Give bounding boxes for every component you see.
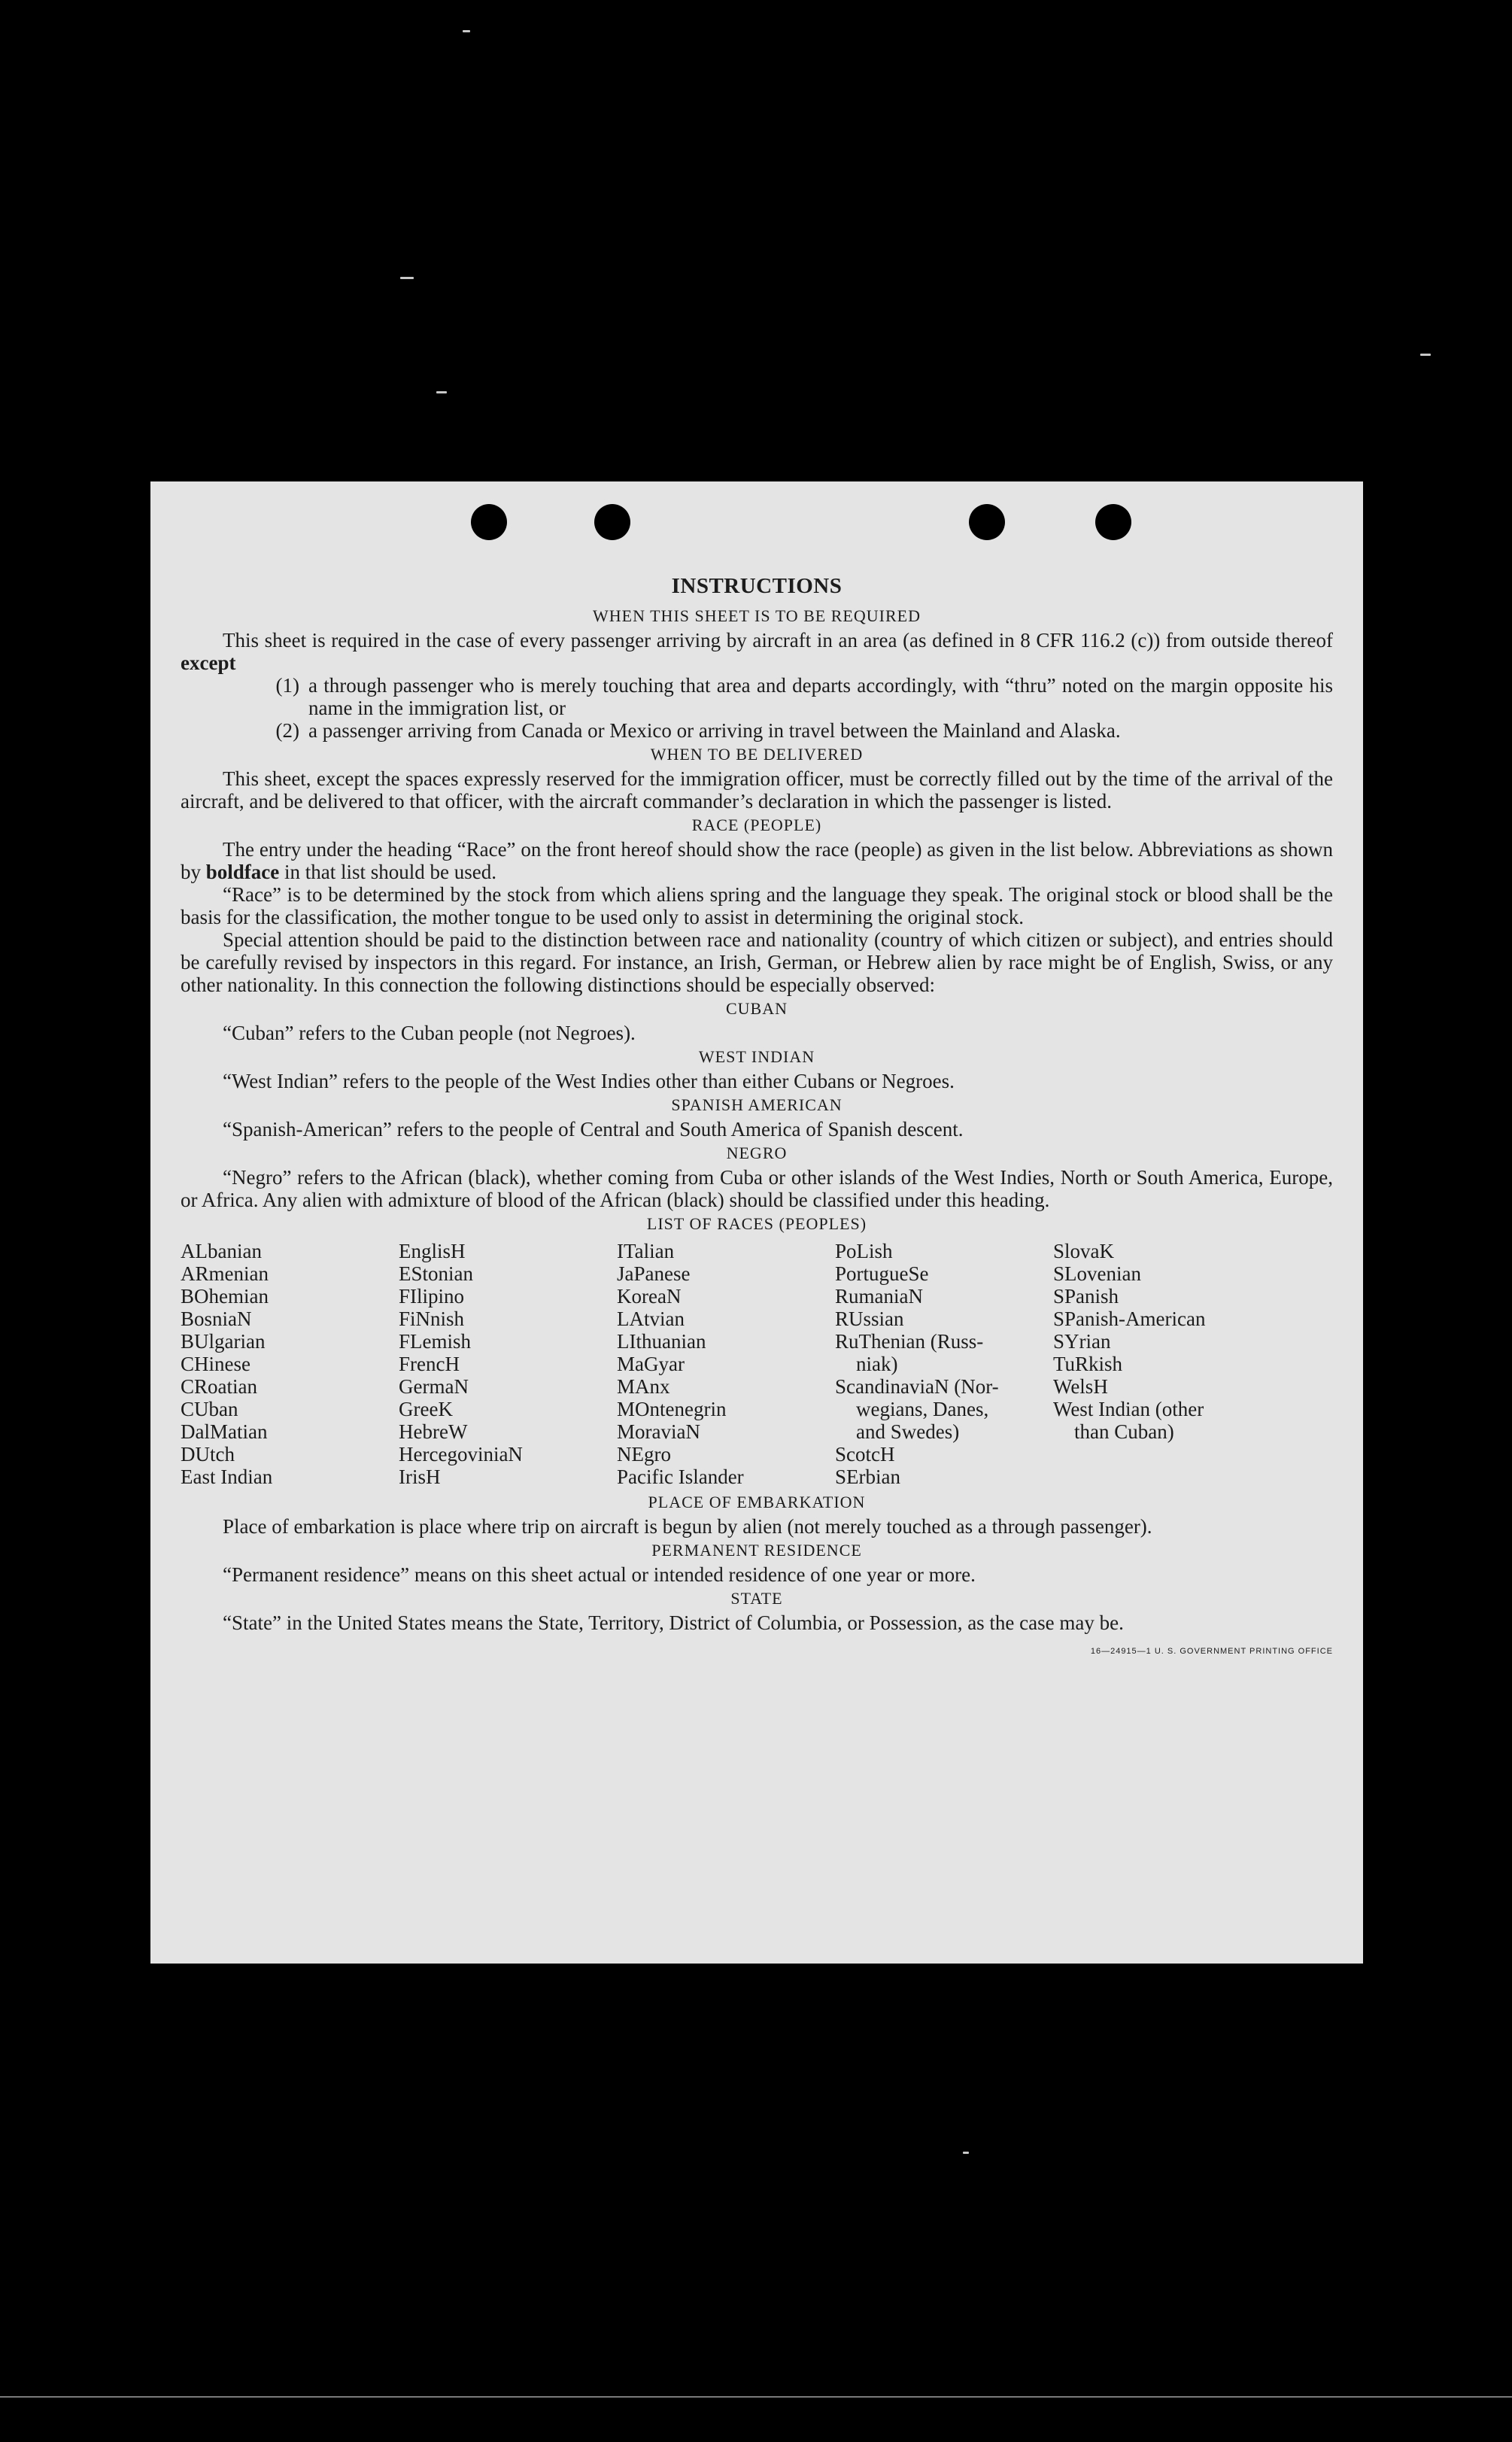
races-column-3 [617,1240,835,1488]
race-entry: WelsH [1053,1375,1108,1398]
race-entry: FLemish [399,1330,472,1353]
races-table [181,1240,1333,1488]
race-entry: MaGyar [617,1353,685,1375]
punch-hole [471,504,507,540]
race-entry: GreeK [399,1398,453,1420]
negro-text: “Negro” refers to the African (black), whether coming from Cuba or other islands of the West Indies, North or South America, Europe, or Africa. Any alien with admixture of blood of the African (black) should be classified under this heading. [181,1166,1333,1211]
cuban-text: “Cuban” refers to the Cuban people (not Negroes). [223,1022,636,1044]
section-heading-spanish-american: SPANISH AMERICAN [671,1095,843,1114]
exception-text: a through passenger who is merely touching that area and departs accordingly, with “thru” noted on the margin opposite his name in the immigration list, or [308,674,1333,719]
when-required-intro [181,629,1333,674]
race-entry: MoraviaN [617,1420,700,1443]
race-entry: SPanish-American [1053,1308,1206,1330]
spanish-american-text: “Spanish-American” refers to the people of Central and South America of Spanish descent. [223,1118,964,1141]
section-heading-negro: NEGRO [726,1144,788,1162]
races-column-5 [1053,1240,1333,1488]
punch-hole [1095,504,1131,540]
race-entry: West Indian (other [1053,1398,1204,1420]
race-entry: EnglisH [399,1240,466,1262]
race-entry: MOntenegrin [617,1398,727,1420]
section-heading-list-of-races: LIST OF RACES (PEOPLES) [646,1214,867,1233]
scan-speck [1420,354,1431,356]
race-entry: FIlipino [399,1285,465,1308]
race-p1-text-a: The entry under the heading “Race” on the front hereof should show the race (people) as given in the list below. Abbreviations as shown by [181,838,1333,883]
race-entry: ALbanian [181,1240,262,1262]
punch-hole [594,504,630,540]
race-entry: SYrian [1053,1330,1111,1353]
race-entry: SErbian [835,1466,900,1488]
race-entry: DUtch [181,1443,235,1466]
scan-speck [963,2152,969,2154]
section-heading-when-required: WHEN THIS SHEET IS TO BE REQUIRED [593,606,921,625]
race-entry: BUlgarian [181,1330,266,1353]
race-entry: FiNnish [399,1308,465,1330]
race-entry: NEgro [617,1443,671,1466]
state-text: “State” in the United States means the State, Territory, District of Columbia, or Possession, as the case may be. [223,1611,1124,1634]
section-heading-permanent-residence: PERMANENT RESIDENCE [651,1541,862,1560]
race-entry: PoLish [835,1240,893,1262]
section-heading-state: STATE [730,1589,783,1608]
except-bold: except [181,652,236,674]
race-entry-continued: than Cuban) [1074,1420,1174,1443]
race-entry: CRoatian [181,1375,257,1398]
section-heading-west-indian: WEST INDIAN [698,1047,815,1066]
race-entry: IrisH [399,1466,441,1488]
printer-code: 16—24915—1 U. S. GOVERNMENT PRINTING OFFICE [1090,1647,1333,1656]
section-heading-cuban: CUBAN [725,999,788,1018]
race-entry: DalMatian [181,1420,268,1443]
race-entry: SPanish [1053,1285,1119,1308]
exception-item-2 [181,719,1333,742]
race-entry: JaPanese [617,1262,691,1285]
exception-number: (2) [275,719,299,742]
scan-speck [463,30,470,32]
race-paragraph-1 [181,838,1333,883]
race-entry: SlovaK [1053,1240,1114,1262]
exception-text: a passenger arriving from Canada or Mexico or arriving in travel between the Mainland and Alaska. [308,719,1121,742]
when-delivered-text: This sheet, except the spaces expressly reserved for the immigration officer, must be correctly filled out by the time of the arrival of the aircraft, and be delivered to that officer, with the aircraft commander’s declaration in which the passenger is listed. [181,767,1333,812]
race-entry: CUban [181,1398,238,1420]
section-heading-race: RACE (PEOPLE) [691,816,822,834]
race-entry: ARmenian [181,1262,269,1285]
when-required-intro-text: This sheet is required in the case of every passenger arriving by aircraft in an area (as defined in 8 CFR 116.2 (c)) from outside thereof [223,629,1333,652]
race-entry: EStonian [399,1262,473,1285]
race-entry: PortugueSe [835,1262,929,1285]
race-entry: RumaniaN [835,1285,923,1308]
race-entry: Pacific Islander [617,1466,744,1488]
boldface-word: boldface [205,861,280,883]
race-entry-continued: and Swedes) [856,1420,960,1443]
scan-edge-line [0,2396,1512,2398]
race-entry: TuRkish [1053,1353,1123,1375]
place-of-embarkation-text: Place of embarkation is place where trip on aircraft is begun by alien (not merely touched as a through passenger). [223,1515,1152,1538]
race-entry: HercegoviniaN [399,1443,523,1466]
race-entry: FrencH [399,1353,460,1375]
exception-number: (1) [275,674,299,697]
race-entry: LAtvian [617,1308,685,1330]
race-entry: RuThenian (Russ- [835,1330,984,1353]
race-p1-text-b: in that list should be used. [284,861,496,883]
race-entry: East Indian [181,1466,273,1488]
race-entry: BosniaN [181,1308,252,1330]
race-paragraph-3: Special attention should be paid to the distinction between race and nationality (country of which citizen or subject), and entries should be carefully revised by inspectors in this regard. For instance, an Irish, German, or Hebrew alien by race might be of English, Swiss, or any other nationality. In this connection the following distinctions should be especially observed: [181,928,1333,996]
races-column-4 [835,1240,1053,1488]
race-entry: SLovenian [1053,1262,1141,1285]
sheet-content [181,575,1333,1663]
race-entry: BOhemian [181,1285,269,1308]
west-indian-text: “West Indian” refers to the people of the West Indies other than either Cubans or Negroes. [223,1070,955,1092]
races-column-1 [181,1240,399,1488]
permanent-residence-text: “Permanent residence” means on this sheet actual or intended residence of one year or more. [223,1563,976,1586]
races-column-2 [399,1240,617,1488]
section-heading-place-of-embarkation: PLACE OF EMBARKATION [648,1493,866,1511]
race-entry: MAnx [617,1375,670,1398]
race-entry: CHinese [181,1353,250,1375]
race-entry-continued: wegians, Danes, [856,1398,989,1420]
race-entry: HebreW [399,1420,468,1443]
race-entry: GermaN [399,1375,469,1398]
race-paragraph-2: “Race” is to be determined by the stock from which aliens spring and the language they speak. The original stock or blood shall be the basis for the classification, the mother tongue to be used only to assist in determining the original stock. [181,883,1333,928]
race-entry: RUssian [835,1308,904,1330]
race-entry: ScandinaviaN (Nor- [835,1375,999,1398]
race-entry: KoreaN [617,1285,682,1308]
race-entry: ScotcH [835,1443,895,1466]
instruction-sheet [150,481,1363,1964]
section-heading-when-delivered: WHEN TO BE DELIVERED [650,745,864,764]
race-entry: LIthuanian [617,1330,706,1353]
scan-speck [400,277,414,279]
race-entry: ITalian [617,1240,675,1262]
document-title: INSTRUCTIONS [671,574,843,598]
race-entry-continued: niak) [856,1353,898,1375]
exception-item-1 [181,674,1333,719]
scan-speck [436,391,447,393]
punch-hole [969,504,1005,540]
